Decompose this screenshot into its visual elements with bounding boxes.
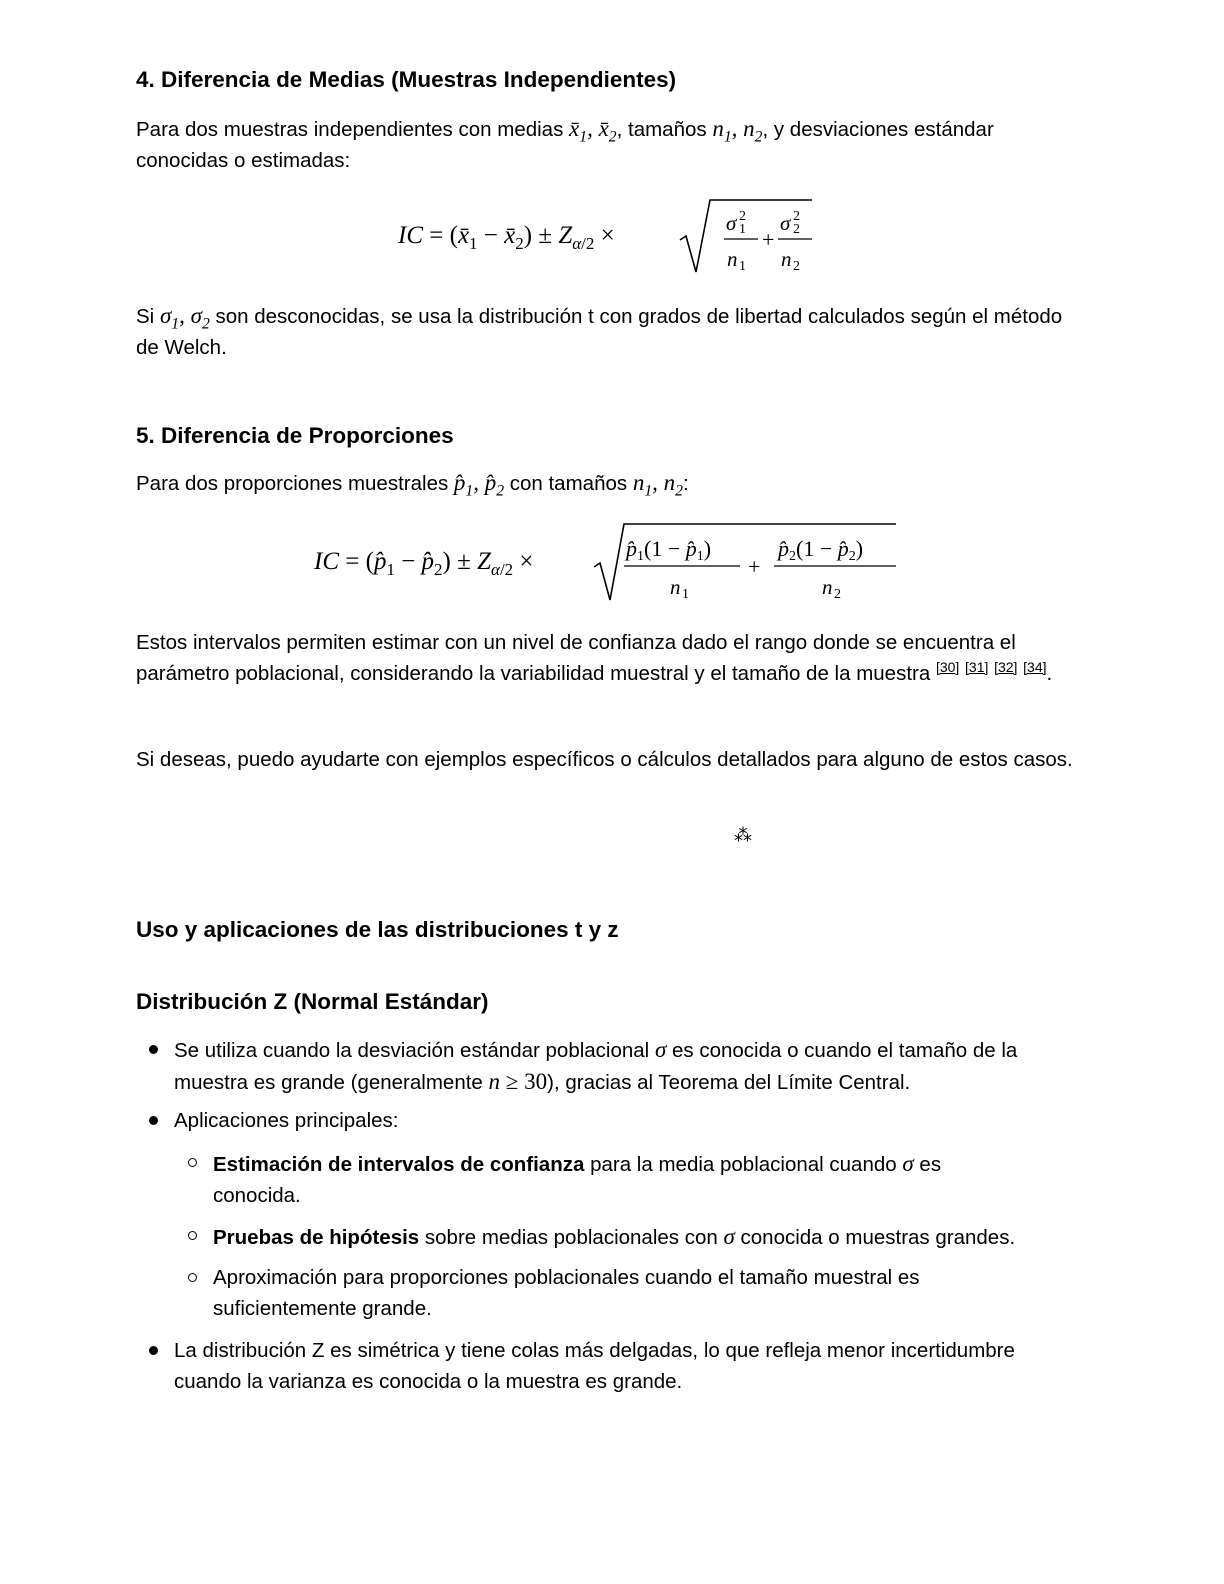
section-5-intro: Para dos proporciones muestrales $p̂_1$, $p̂_2$ con tamaños $n_1$, $n_2$:	[136, 470, 689, 500]
section-divider-asterism: ⁂	[734, 825, 752, 845]
formula-diferencia-medias: IC = ($x̄_1$ − $x̄_2) \pm Z_{\alpha/2}$ × σ 1 2 n 1 + σ 2 2 n 2	[396, 190, 826, 280]
distribucion-z-heading: Distribución Z (Normal Estándar)	[136, 989, 489, 1014]
svg-text:σ: σ	[780, 211, 791, 235]
svg-text:2: 2	[793, 222, 800, 237]
sub-bullet-circle	[188, 1158, 197, 1167]
svg-text:n: n	[727, 247, 738, 271]
formula-diferencia-proporciones: IC = ($p̂_1$ − $p̂_2) \pm Z_{\alpha/2}$ × p̂1(1 − p̂1) n 1 + p̂2(1 − p̂2) n 2	[314, 515, 914, 610]
svg-text:1: 1	[739, 259, 746, 274]
sub-item-aproximacion: Aproximación para proporciones poblacionales cuando el tamaño muestral es suficientemente grande.	[213, 1266, 920, 1320]
svg-text:n: n	[781, 247, 792, 271]
citation-30[interactable]: [30]	[935, 659, 960, 676]
section-4-intro: Para dos muestras independientes con medias $x̄_1$, $x̄_2$, tamaños $n_1$, $n_2$, y desviaciones estándar conocidas o estimadas:	[136, 116, 994, 172]
citation-34[interactable]: [34]	[1023, 659, 1047, 676]
list-item-z-simetrica: La distribución Z es simétrica y tiene colas más delgadas, lo que refleja menor incertidumbre cuando la varianza es conocida o la muestra es grande.	[174, 1339, 1015, 1393]
citation-32[interactable]: [32]	[994, 659, 1018, 676]
uso-heading: Uso y aplicaciones de las distribuciones t y z	[136, 917, 619, 942]
sub-item-pruebas: Pruebas de hipótesis sobre medias poblacionales con σ conocida o muestras grandes.	[213, 1224, 1016, 1249]
svg-text:2: 2	[739, 209, 746, 224]
svg-text:σ: σ	[726, 211, 737, 235]
section-5-summary: Estos intervalos permiten estimar con un nivel de confianza dado el rango donde se encuentra el parámetro poblacional, considerando la variabilidad muestral y el tamaño de la muestra [30] [31] [32] [34].	[136, 631, 1053, 685]
svg-text:1: 1	[682, 587, 689, 602]
list-item-z-usage: Se utiliza cuando la desviación estándar poblacional σ es conocida o cuando el tamaño de la muestra es grande (generalmente n ≥ 30), gracias al Teorema del Límite Central.	[174, 1037, 1018, 1094]
sqrt-symbol-2	[592, 520, 902, 605]
bullet-dot	[149, 1116, 158, 1125]
bullet-dot	[149, 1346, 158, 1355]
svg-text:+: +	[748, 554, 761, 579]
svg-text:+: +	[762, 227, 775, 252]
section-5-heading: 5. Diferencia de Proporciones	[136, 423, 454, 448]
list-item-aplicaciones: Aplicaciones principales:	[174, 1109, 399, 1132]
sub-item-intervalos: Estimación de intervalos de confianza para la media poblacional cuando σ es conocida.	[213, 1151, 942, 1207]
section-4-note: Si $\sigma_1$, $\sigma_2$ son desconocidas, se usa la distribución t con grados de libertad calculados según el método de Welch.	[136, 303, 1063, 359]
svg-text:2: 2	[793, 209, 800, 224]
sqrt-symbol	[678, 196, 818, 276]
svg-text:n: n	[670, 575, 681, 599]
citation-31[interactable]: [31]	[965, 659, 989, 676]
sub-bullet-circle	[188, 1231, 197, 1240]
sub-bullet-circle	[188, 1273, 197, 1282]
svg-text:p̂1(1 − p̂1): p̂1(1 − p̂1)	[626, 536, 712, 564]
svg-text:2: 2	[834, 587, 841, 602]
svg-text:n: n	[822, 575, 833, 599]
svg-text:p̂2(1 − p̂2): p̂2(1 − p̂2)	[778, 536, 864, 564]
section-5-offer: Si deseas, puedo ayudarte con ejemplos específicos o cálculos detallados para alguno de estos casos.	[136, 748, 1073, 771]
svg-text:1: 1	[739, 222, 746, 237]
bullet-dot	[149, 1045, 158, 1054]
svg-text:2: 2	[793, 259, 800, 274]
section-4-heading: 4. Diferencia de Medias (Muestras Independientes)	[136, 67, 677, 92]
